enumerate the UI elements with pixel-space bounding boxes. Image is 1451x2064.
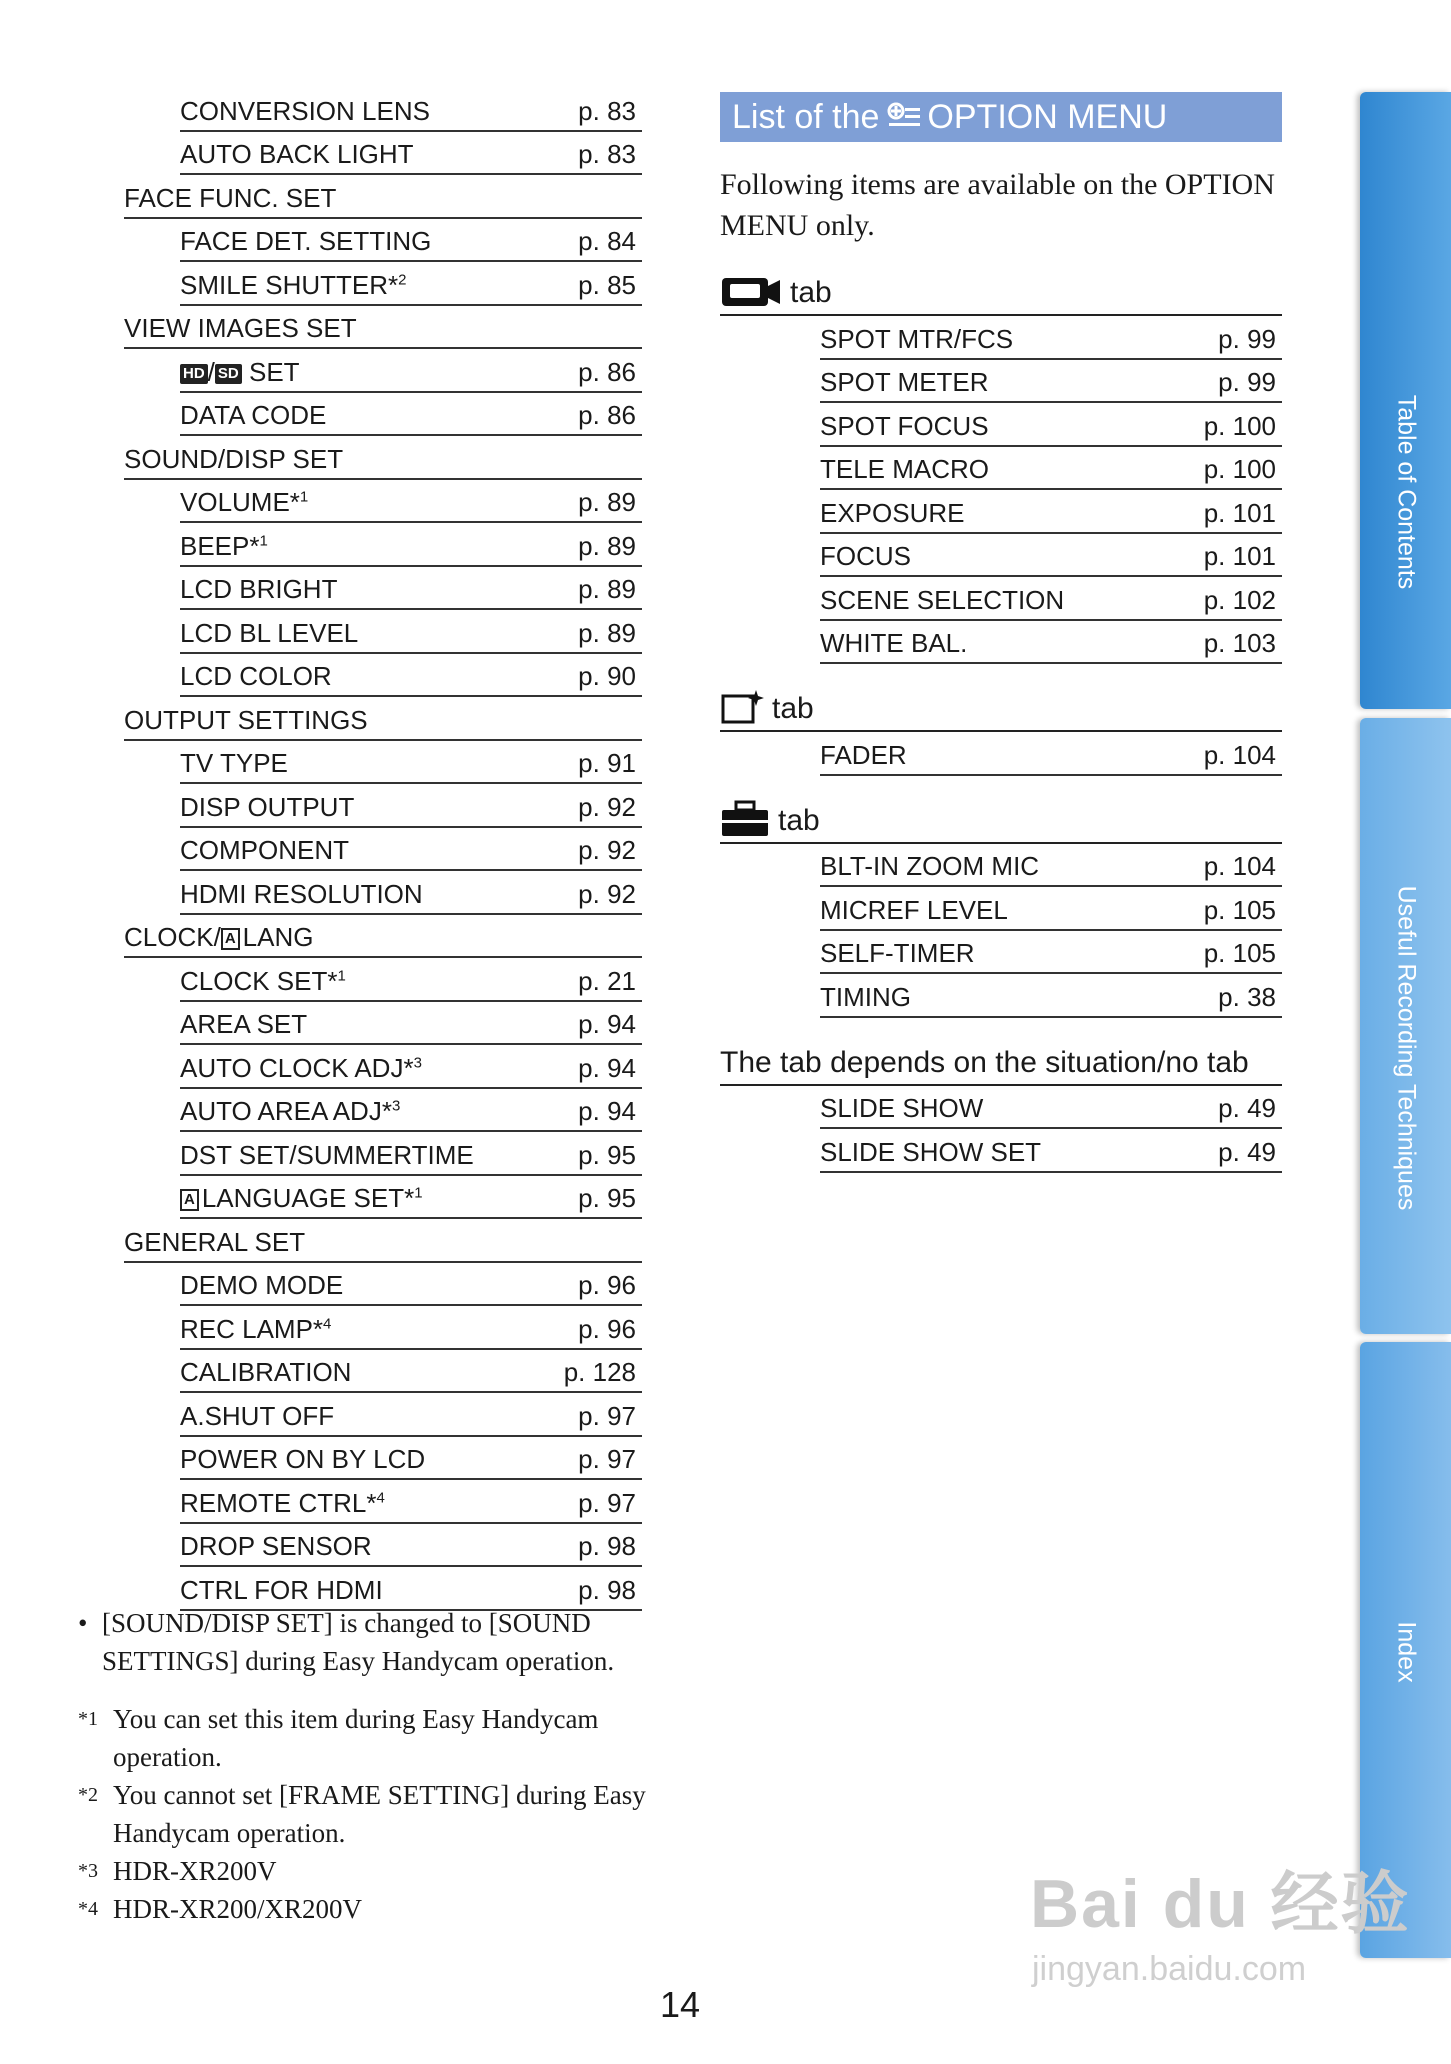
menu-label: DEMO MODE [180,1270,344,1300]
language-icon: A [221,928,240,950]
page-ref: p. 100 [1203,454,1276,484]
header-suffix: OPTION MENU [927,97,1168,136]
language-icon: A [180,1189,199,1211]
footnote [78,1776,668,1852]
page-ref: p. 49 [1218,1093,1276,1123]
watermark-logo: Bai du 经验 [1030,1866,1411,1942]
page-ref: p. 94 [578,1052,636,1083]
menu-label: FACE DET. SETTING [180,226,432,256]
page-ref: p. 98 [578,1531,636,1561]
menu-item-hdmi-resolution [180,871,642,915]
menu-label: DISP OUTPUT [180,791,355,822]
page-ref: p. 95 [578,1183,636,1213]
left-menu-list [124,88,642,1611]
menu-label: SMILE SHUTTER*$^2$ [180,269,407,300]
option-item-scene-selection [820,577,1282,621]
menu-label: CLOCK SET*$^1$ [180,965,346,996]
option-section-title [720,796,1282,844]
menu-item-beep [180,523,642,567]
menu-item-lcd-color [180,654,642,698]
menu-item-calibration [180,1350,642,1394]
option-item-slide-show-set [820,1129,1282,1173]
menu-item-tv-type [180,741,642,785]
page-ref: p. 94 [578,1096,636,1126]
page-ref: p. 99 [1218,367,1276,397]
option-label: WHITE BAL. [820,628,968,658]
page-ref: p. 49 [1218,1136,1276,1167]
menu-item-auto-clock-adj [180,1045,642,1089]
page-ref: p. 96 [578,1270,636,1300]
menu-label: A.SHUT OFF [180,1400,335,1431]
footnote-text: HDR-XR200V [113,1856,277,1886]
menu-label: DATA CODE [180,400,327,430]
option-label: FOCUS [820,541,911,571]
page-ref: p. 21 [578,965,636,996]
page-ref: p. 85 [578,269,636,300]
option-item-micref-level [820,887,1282,931]
menu-item-a-shut-off [180,1393,642,1437]
page-ref: p. 84 [578,226,636,256]
menu-label-text: SET [241,356,300,387]
option-section-title [720,1038,1282,1086]
menu-label: REC LAMP*$^4$ [180,1313,332,1344]
notes [78,1604,668,1928]
page-ref: p. 86 [578,356,636,387]
footnotes [78,1700,668,1928]
bullet-note [78,1604,668,1680]
footnote-text: HDR-XR200/XR200V [113,1894,363,1924]
menu-label: CLOCK/ A LANG [124,922,314,952]
page-ref: p. 96 [578,1313,636,1344]
menu-label: GENERAL SET [124,1226,306,1257]
option-label: SPOT MTR/FCS [820,323,1014,354]
menu-label: AUTO AREA ADJ*$^3$ [180,1096,401,1126]
page-ref: p. 97 [578,1487,636,1518]
tab-table-of-contents[interactable] [1360,92,1451,709]
option-label: TIMING [820,981,911,1012]
sparkle-frame-icon [720,688,764,726]
menu-item-demo-mode [180,1263,642,1307]
menu-item-disp-output [180,784,642,828]
option-section-label: The tab depends on the situation/no tab [720,1045,1249,1079]
page-ref: p. 95 [578,1139,636,1170]
menu-label: FACE FUNC. SET [124,182,337,213]
menu-label: VIEW IMAGES SET [124,313,357,343]
page-ref: p. 86 [578,400,636,430]
page-ref: p. 92 [578,878,636,909]
option-section [720,1038,1282,1173]
tab-useful-recording-techniques[interactable] [1360,718,1451,1334]
page-ref: p. 105 [1203,894,1276,925]
menu-label: AUTO CLOCK ADJ*$^3$ [180,1052,422,1083]
option-section-label: tab [790,276,832,309]
page-ref: p. 89 [578,617,636,648]
option-label: BLT-IN ZOOM MIC [820,851,1040,881]
menu-label: VOLUME*$^1$ [180,487,309,517]
menu-item-lcd-bright [180,567,642,611]
tab-index-label: Index [1392,1621,1420,1683]
option-section-label: tab [772,692,814,725]
menu-group-view-images-set [124,306,642,350]
footnote-ref: 3 [391,1097,401,1115]
footnote-ref: 1 [414,1184,423,1202]
page-ref: p. 103 [1203,628,1276,658]
tab-useful-recording-techniques-label: Useful Recording Techniques [1392,885,1420,1211]
menu-label: HD / SD SET [180,357,300,388]
menu-label: LCD BL LEVEL [180,617,359,648]
footnote-mark: *2 [78,1784,98,1806]
option-menu-icon [887,102,921,132]
menu-group-clock-lang [124,915,642,959]
menu-label: AREA SET [180,1009,308,1039]
menu-item-power-on-by-lcd [180,1437,642,1481]
footnote [78,1890,668,1928]
menu-item-component [180,828,642,872]
option-menu-sections [720,268,1282,1173]
menu-label: BEEP*$^1$ [180,530,268,561]
page-ref: p. 83 [578,95,636,126]
page-ref: p. 98 [578,1574,636,1605]
page-ref: p. 91 [578,748,636,778]
menu-item-clock-set [180,958,642,1002]
page-ref: p. 102 [1203,584,1276,615]
option-item-blt-in-zoom-mic [820,844,1282,888]
menu-label: DROP SENSOR [180,1531,372,1561]
menu-label: COMPONENT [180,835,349,865]
option-section-title [720,268,1282,316]
page-ref: p. 94 [578,1009,636,1039]
menu-group-sound-disp-set [124,436,642,480]
tab-table-of-contents-label: Table of Contents [1392,394,1420,590]
page-ref: p. 97 [578,1444,636,1474]
menu-label: OUTPUT SETTINGS [124,704,368,735]
footnote-ref: 1 [337,966,346,984]
menu-label: AUTO BACK LIGHT [180,139,414,169]
option-section [720,268,1282,664]
option-label: FADER [820,739,907,770]
footnote-ref: 4 [376,1488,385,1506]
option-label: SELF-TIMER [820,938,975,968]
option-item-tele-macro [820,447,1282,491]
page-ref: p. 92 [578,791,636,822]
menu-item-set [180,349,642,393]
menu-item-drop-sensor [180,1524,642,1568]
menu-label: CALIBRATION [180,1357,352,1387]
page-ref: p. 92 [578,835,636,865]
menu-item-area-set [180,1002,642,1046]
option-item-fader [820,732,1282,776]
page-ref: p. 101 [1203,497,1276,528]
page-ref: p. 100 [1203,410,1276,441]
page-ref: p. 104 [1203,739,1276,770]
option-section [720,684,1282,776]
menu-label: REMOTE CTRL*$^4$ [180,1487,385,1518]
menu-item-language-set [180,1176,642,1220]
option-section-title [720,684,1282,732]
menu-item-data-code [180,393,642,437]
option-menu-header [720,92,1282,142]
menu-label: A LANGUAGE SET*$^1$ [180,1183,423,1214]
menu-item-remote-ctrl [180,1480,642,1524]
page-ref: p. 90 [578,661,636,691]
footnote-mark: *1 [78,1708,98,1730]
option-section-label: tab [778,803,820,837]
option-section [720,796,1282,1018]
footnote-ref: 1 [299,488,309,506]
option-label: SPOT METER [820,367,989,397]
page-ref: p. 83 [578,139,636,169]
footnote-mark: *4 [78,1898,98,1920]
option-item-slide-show [820,1086,1282,1130]
footnote-ref: 3 [413,1053,422,1071]
bullet-icon: • [78,1608,88,1638]
option-label: SLIDE SHOW SET [820,1136,1042,1167]
option-label: EXPOSURE [820,497,965,528]
page-ref: p. 89 [578,530,636,561]
page-number: 14 [660,1984,701,2025]
menu-group-general-set [124,1219,642,1263]
menu-item-dst-set-summertime [180,1132,642,1176]
footnote-ref: 2 [398,270,407,288]
footnote [78,1700,668,1776]
intro-text: Following items are available on the OPTION MENU only. [720,168,1275,242]
menu-label: DST SET/SUMMERTIME [180,1139,474,1170]
page-ref: p. 97 [578,1400,636,1431]
menu-label: POWER ON BY LCD [180,1444,426,1474]
footnote-text: You can set this item during Easy Handycam operation. [113,1704,599,1772]
page-ref: p. 89 [578,574,636,604]
menu-item-lcd-bl-level [180,610,642,654]
menu-item-conversion-lens [180,88,642,132]
menu-item-face-det-setting [180,219,642,263]
page-ref: p. 99 [1218,323,1276,354]
page-ref: p. 104 [1203,851,1276,881]
sd-icon: SD [215,364,242,384]
option-label: TELE MACRO [820,454,990,484]
option-label: MICREF LEVEL [820,894,1008,925]
menu-label: LCD BRIGHT [180,574,338,604]
hd-icon: HD [180,364,208,384]
option-item-spot-mtr-fcs [820,316,1282,360]
page-ref: p. 101 [1203,541,1276,571]
option-item-spot-focus [820,403,1282,447]
page-ref: p. 128 [563,1357,636,1387]
option-item-focus [820,534,1282,578]
option-item-white-bal [820,621,1282,665]
camera-icon [720,274,782,310]
menu-item-auto-back-light [180,132,642,176]
footnote-ref: 1 [259,531,268,549]
menu-label: TV TYPE [180,748,288,778]
menu-label: LCD COLOR [180,661,332,691]
menu-label: CONVERSION LENS [180,95,430,126]
page-ref: p. 38 [1218,981,1276,1012]
menu-item-smile-shutter [180,262,642,306]
footnote-mark: *3 [78,1860,98,1882]
menu-item-auto-area-adj [180,1089,642,1133]
option-item-spot-meter [820,360,1282,404]
option-item-self-timer [820,931,1282,975]
option-label: SCENE SELECTION [820,584,1065,615]
header-prefix: List of the [732,97,880,136]
menu-item-volume [180,480,642,524]
footnote-ref: 4 [323,1314,332,1332]
menu-item-rec-lamp [180,1306,642,1350]
option-label: SPOT FOCUS [820,410,989,441]
option-item-exposure [820,490,1282,534]
option-menu-panel [720,92,1282,1173]
footnote [78,1852,668,1890]
menu-label: HDMI RESOLUTION [180,878,423,909]
toolbox-icon [720,800,770,838]
option-label: SLIDE SHOW [820,1093,984,1123]
footnote-text: You cannot set [FRAME SETTING] during Easy Handycam operation. [113,1780,646,1848]
menu-label: SOUND/DISP SET [124,443,344,474]
menu-group-face-func-set [124,175,642,219]
page-ref: p. 105 [1203,938,1276,968]
option-item-timing [820,974,1282,1018]
page-ref: p. 89 [578,487,636,517]
bullet-note-text: [SOUND/DISP SET] is changed to [SOUND SETTINGS] during Easy Handycam operation. [102,1608,615,1676]
menu-label: CTRL FOR HDMI [180,1574,383,1605]
watermark-url: jingyan.baidu.com [1032,1950,1307,1988]
menu-group-output-settings [124,697,642,741]
